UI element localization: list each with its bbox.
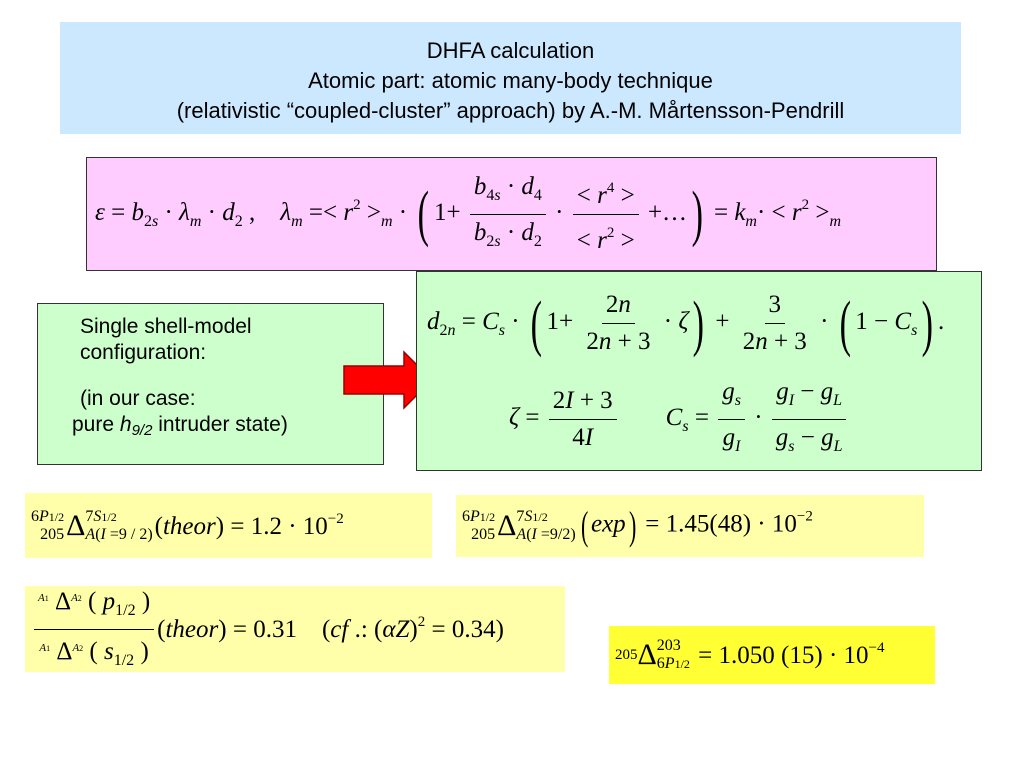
shell-line-1: Single shell-model [80, 315, 252, 338]
experimental-value: 1.45(48) [665, 510, 752, 538]
epsilon-formula-box [86, 157, 937, 271]
theory-value: 1.2 [250, 512, 282, 540]
title-line-2: Atomic part: atomic many-body technique [308, 68, 713, 93]
title-box [60, 22, 961, 134]
theory-result-box: 6P1/2 205 Δ 7S1/2 A(I =9 / 2) (theor) = $1.2 \cdot 10^{-2}$ [25, 493, 432, 558]
ratio-result-box: $\frac{^{A1} \Delta^{A2} ( p_{1/2} )}{^{A1} \Delta^{A2} ( s_{1/2} )}$ (theor) = 0.31 (cf .: $(\alpha Z)^2 = 0.34$) [25, 586, 565, 672]
ratio-cf-value: 0.34 [451, 616, 496, 643]
epsilon-formula: $\varepsilon = b_{2s} \cdot \lambda_m \cdot d_2$ , $\lambda_m =< r^2 >_m$ · ( 1+ $\frac{b_{4s} \cdot d_4}{b_{2s} \cdot d_2}$ · $\frac{< r^4 >}{< r^2 >}$ +…) = $k_m\cdot < r^2 >_m$ [95, 172, 842, 254]
zeta-cs-formulas [427, 377, 981, 462]
isotope-shift-result-box: 205 Δ 203 6P1/2 = 1.050 $(15) \cdot 10^{-4}$ [609, 626, 935, 684]
d2n-formula: $d_{2n} = C_s$ · ( 1+ $\frac{2n}{2n + 3}$ · ζ) + $\frac{3}{2n + 3}$ · ( $1 - C_s$) . [427, 289, 945, 358]
cs-formula: $C_s$ = $\frac{g_s}{g_I}$ · $\frac{g_I - g_L}{g_s - g_L}$ [666, 377, 850, 462]
title-line-1: DHFA calculation [426, 38, 595, 63]
shell-line-3: (in our case: [80, 387, 196, 410]
title-line-3: (relativistic “coupled-cluster” approach) by A.-M. Mårtensson-Pendrill [176, 98, 845, 123]
shell-line-2: configuration: [80, 341, 207, 364]
d2n-formula-box [416, 271, 982, 471]
shell-model-box [37, 303, 384, 465]
experimental-result-box: 6P1/2 205 Δ 7S1/2 A(I =9/2) ( $\exp) = 1.45(48) \cdot 10^{-2}$ [456, 495, 924, 557]
isotope-shift-value: 1.050 (15) [718, 642, 823, 669]
shell-line-4: pure h9/2 intruder state) [72, 413, 288, 439]
ratio-value: 0.31 [253, 616, 297, 643]
zeta-formula: ζ = $\frac{2I + 3}{4I}$ [509, 386, 620, 453]
